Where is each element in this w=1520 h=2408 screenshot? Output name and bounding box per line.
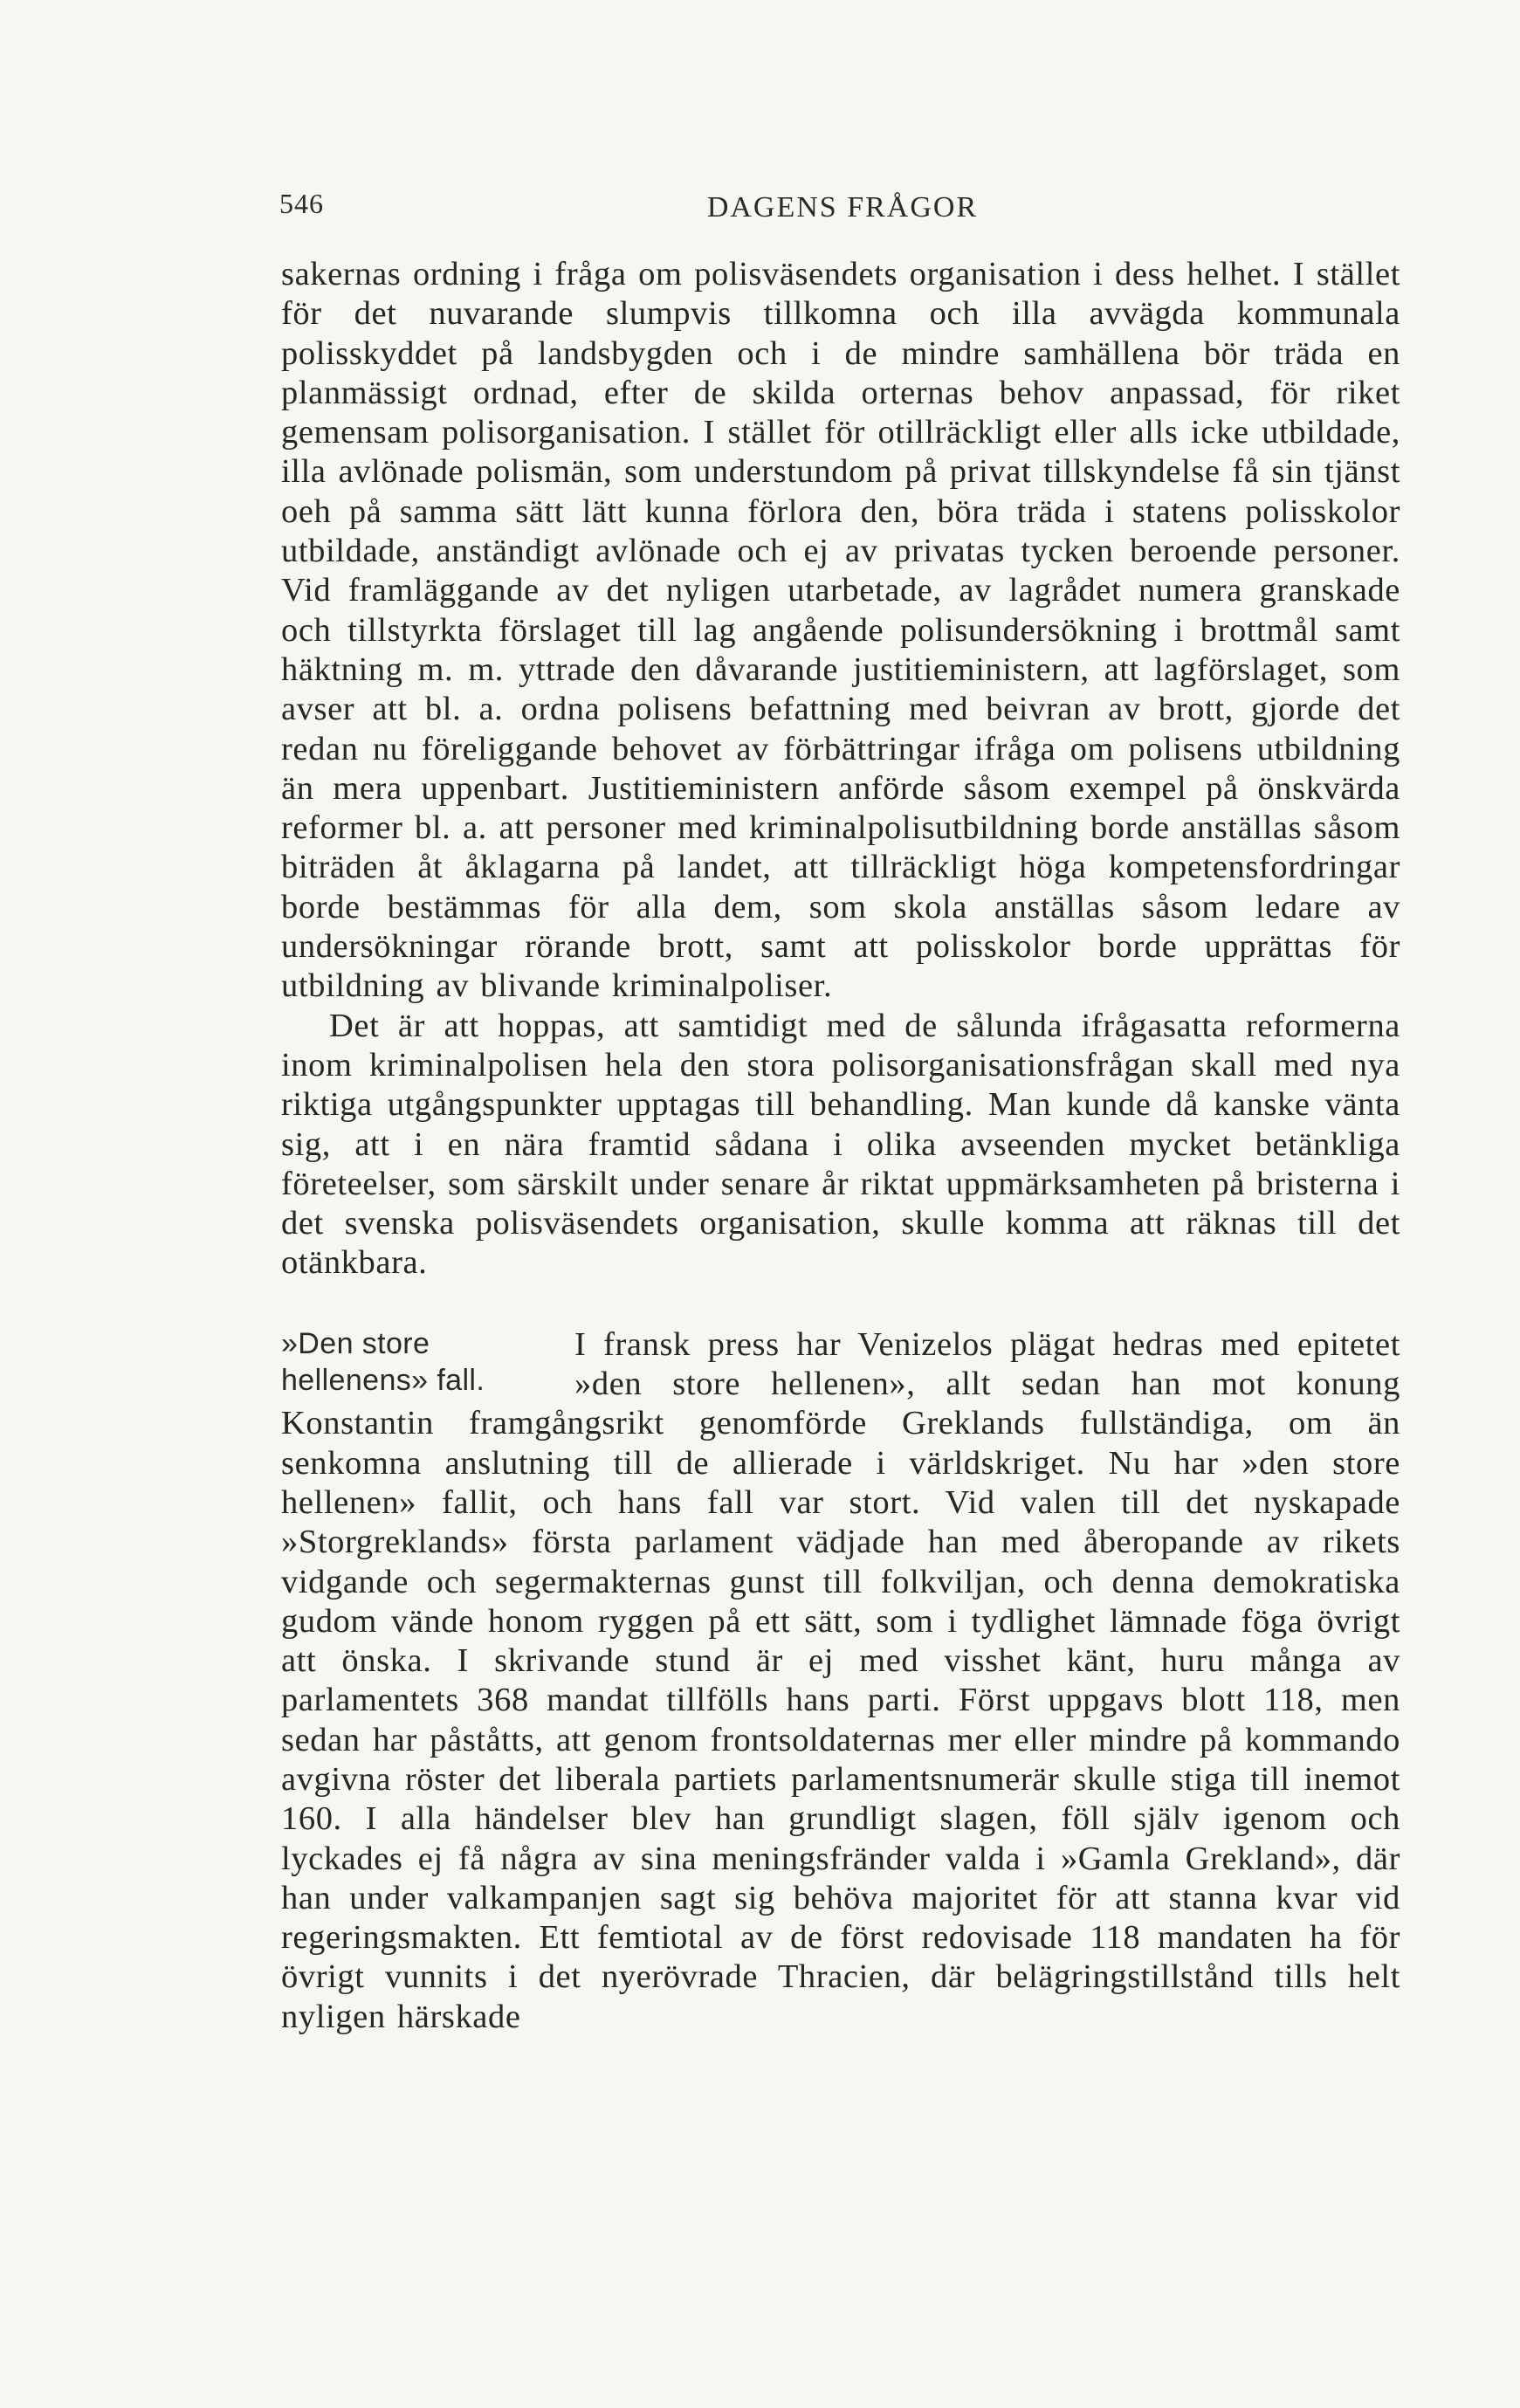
body-text (281, 255, 1400, 2037)
section-venizelos (281, 1325, 1400, 2037)
page-number: 546 (279, 188, 324, 219)
margin-sidenote: »Den store hellenens» fall. (281, 1326, 485, 1397)
section-text: I fransk press har Venizelos plägat hedras med epitetet »den store hellenen», allt sedan han mot konung Konstantin framgångsrikt genomförde Greklands fullständiga, om än senkomna anslutning till de allierade i världskriget. Nu har »den store hellenen» fallit, och hans fall var stort. Vid valen till det nyskapade »Storgreklands» första parlament vädjade han med åberopande av rikets vidgande och segermakternas gunst till folkviljan, och denna demokratiska gudom vände honom ryggen på ett sätt, som i tydlighet lämnade föga övrigt att önska. I skrivande stund är ej med visshet känt, huru många av parlamentets 368 mandat tillfölls hans parti. Först uppgavs blott 118, men sedan har påståtts, att genom frontsoldaternas mer eller mindre på kommando avgivna röster det liberala partiets parlamentsnumerär skulle stiga till inemot 160. I alla händelser blev han grundligt slagen, föll själv igenom och lyckades ej få några av sina meningsfränder valda i »Gamla Grekland», där han under valkampanjen sagt sig behöva majoritet för att stanna kvar vid regeringsmakten. Ett femtiotal av de först redovisade 118 mandaten ha för övrigt vunnits i det nyerövrade Thracien, där belägringstillstånd tills helt nyligen härskade (281, 1325, 1400, 2035)
page-header (279, 188, 1406, 240)
paragraph-reform-hope: Det är att hoppas, att samtidigt med de sålunda ifrågasatta reformerna inom kriminalpolisen hela den stora polisorganisationsfrågan skall med nya riktiga utgångspunkter upptagas till behandling. Man kunde då kanske vänta sig, att i en nära framtid sådana i olika avseenden mycket betänkliga företeelser, som särskilt under senare år riktat uppmärksamheten på bristerna i det svenska polisväsendets organisation, skulle komma att räknas till det otänkbara. (281, 1007, 1400, 1282)
paragraph-police-organisation: sakernas ordning i fråga om polisväsendets organisation i dess helhet. I stället för det nuvarande slumpvis tillkomna och illa avvägda kommunala polisskyddet på landsbygden och i de mindre samhällena bör träda en planmässigt ordnad, efter de skilda orternas behov anpassad, för riket gemensam polisorganisation. I stället för otillräckligt eller alls icke utbildade, illa avlönade polismän, som understundom på privat tillskyndelse få sin tjänst oeh på samma sätt lätt kunna förlora den, böra träda i statens polisskolor utbildade, anständigt avlönade och ej av privatas tycken beroende personer. Vid framläggande av det nyligen utarbetade, av lagrådet numera granskade och tillstyrkta förslaget till lag angående polisundersökning i brottmål samt häktning m. m. yttrade den dåvarande justitieministern, att lagförslaget, som avser att bl. a. ordna polisens befattning med beivran av brott, gjorde det redan nu föreliggande behovet av förbättringar ifråga om polisens utbildning än mera uppenbart. Justitieministern anförde såsom exempel på önskvärda reformer bl. a. att personer med kriminalpolisutbildning borde anställas såsom biträden åt åklagarna på landet, att tillräckligt höga kompetensfordringar borde bestämmas för alla dem, som skola anställas såsom ledare av undersökningar rörande brott, samt att polisskolor borde upprättas för utbildning av blivande kriminalpoliser. (281, 256, 1400, 1005)
running-head: DAGENS FRÅGOR (706, 191, 979, 224)
